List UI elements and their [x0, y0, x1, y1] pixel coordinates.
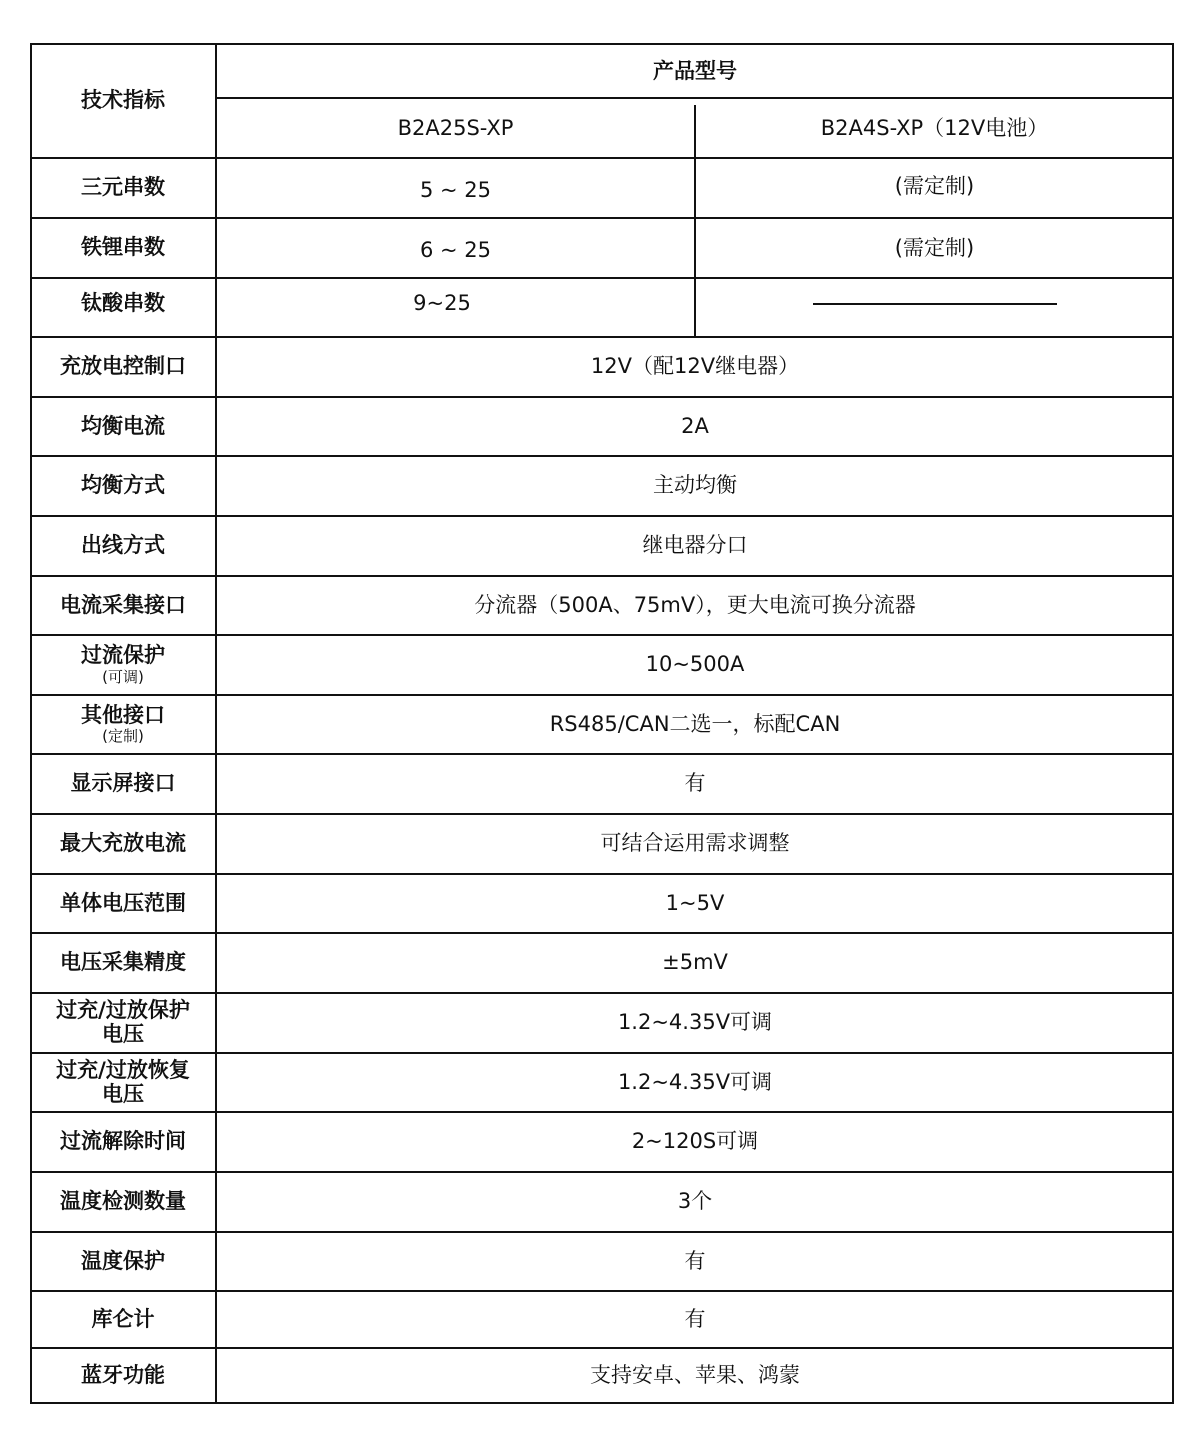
row-divider: [30, 813, 1174, 815]
row-value: 有: [684, 1306, 706, 1331]
row-label: 出线方式: [81, 533, 165, 558]
row-value-cell: [216, 576, 1174, 635]
row-divider: [30, 992, 1174, 994]
row-label-cell: [30, 1112, 216, 1172]
row-divider: [30, 217, 1174, 219]
row-value-cell: [216, 1053, 1174, 1112]
row-value: 支持安卓、苹果、鸿蒙: [590, 1362, 800, 1387]
row-label-cell: [30, 1172, 216, 1232]
row-label-cell: [30, 814, 216, 874]
row-divider: [30, 277, 1174, 279]
row-label-cell: [30, 1348, 216, 1403]
header-group-title: [216, 45, 1174, 99]
row-value: 有: [684, 771, 706, 796]
row-value-cell: [216, 516, 1174, 576]
row-value-cell: [216, 1232, 1174, 1291]
row-value: 有: [684, 1248, 706, 1273]
split-row-label: [30, 277, 216, 331]
row-value-cell: [216, 337, 1174, 397]
split-row-label: [30, 218, 216, 278]
row-divider: [30, 1231, 1174, 1233]
row-label: 温度保护: [81, 1248, 165, 1273]
row-label-cell: [30, 754, 216, 814]
row-label-cell: [30, 933, 216, 993]
row-divider: [30, 575, 1174, 577]
row-divider: [30, 336, 1174, 338]
row-divider: [30, 634, 1174, 636]
value-a: 5 ~ 25: [419, 178, 492, 203]
row-value: 1~5V: [665, 890, 725, 915]
row-value-cell: [216, 695, 1174, 754]
row-value-cell: [216, 874, 1174, 933]
row-value: 继电器分口: [642, 533, 748, 558]
value-b: (需定制): [894, 174, 975, 199]
spec-table: [30, 43, 1174, 1404]
row-label-cell: [30, 456, 216, 516]
value-a: 6 ~ 25: [419, 238, 492, 263]
row-divider: [30, 1171, 1174, 1173]
row-value: 分流器（500A、75mV），更大电流可换分流器: [474, 592, 916, 617]
model-a-cell: [216, 99, 695, 159]
model-b-cell: [695, 99, 1174, 159]
value-a: 9~25: [413, 291, 471, 316]
row-value: 10~500A: [645, 652, 745, 677]
row-divider: [30, 455, 1174, 457]
row-value-cell: [216, 754, 1174, 814]
row-value: 2~120S可调: [631, 1129, 759, 1154]
split-row-value-a: [216, 161, 695, 221]
row-label: 显示屏接口: [70, 771, 176, 796]
row-divider: [30, 515, 1174, 517]
row-divider: [30, 753, 1174, 755]
row-value: ±5mV: [662, 950, 728, 975]
row-label: 过流保护: [81, 643, 165, 668]
row-label: 均衡电流: [81, 413, 165, 438]
header-label: 技术指标: [81, 87, 165, 112]
row-divider: [30, 1290, 1174, 1292]
row-value-cell: [216, 456, 1174, 516]
row-value-cell: [216, 1348, 1174, 1403]
empty-dash: [813, 303, 1057, 305]
row-label-cell: [30, 993, 216, 1053]
row-value: 2A: [681, 413, 709, 438]
row-label-cell: [30, 695, 216, 754]
row-value-cell: [216, 1112, 1174, 1172]
row-label: 蓝牙功能: [81, 1362, 165, 1387]
row-label: 铁锂串数: [81, 235, 165, 260]
product-model-title: 产品型号: [653, 59, 737, 84]
split-row-label: [30, 158, 216, 218]
row-divider: [30, 873, 1174, 875]
row-label-note: (可调): [102, 667, 144, 686]
row-label-cell: [30, 337, 216, 397]
row-value: 3个: [677, 1189, 713, 1214]
row-divider: [30, 932, 1174, 934]
row-label: 均衡方式: [81, 473, 165, 498]
row-label: 过充/过放保护: [56, 998, 190, 1023]
row-label-cell: [30, 1053, 216, 1112]
row-value: 12V（配12V继电器）: [590, 354, 800, 379]
split-row-value-b: [695, 158, 1174, 216]
model-b-name: B2A4S-XP（12V电池）: [820, 116, 1049, 141]
row-value: RS485/CAN二选一，标配CAN: [549, 711, 841, 736]
row-value-cell: [216, 635, 1174, 695]
row-label: 过流解除时间: [60, 1129, 186, 1154]
row-label: 钛酸串数: [81, 291, 165, 316]
row-label: 电流采集接口: [60, 592, 186, 617]
row-label: 充放电控制口: [60, 354, 186, 379]
row-divider: [30, 1111, 1174, 1113]
row-value-cell: [216, 933, 1174, 993]
row-label: 电压采集精度: [60, 950, 186, 975]
row-value-cell: [216, 1291, 1174, 1348]
row-value: 1.2~4.35V可调: [617, 1069, 773, 1094]
row-divider: [30, 1347, 1174, 1349]
row-label: 温度检测数量: [60, 1189, 186, 1214]
row-label: 最大充放电流: [60, 831, 186, 856]
row-value: 可结合运用需求调整: [600, 831, 790, 856]
split-row-value-b: [695, 219, 1174, 279]
model-a-name: B2A25S-XP: [397, 116, 514, 141]
row-divider: [30, 396, 1174, 398]
row-divider: [30, 694, 1174, 696]
row-label: 单体电压范围: [60, 890, 186, 915]
row-label-cell: [30, 516, 216, 576]
row-label-cell: [30, 1291, 216, 1348]
value-b: (需定制): [894, 236, 975, 261]
row-value-cell: [216, 814, 1174, 874]
split-row-value-b: [695, 277, 1174, 331]
row-label-cell: [30, 635, 216, 695]
row-label-line2: 电压: [102, 1022, 144, 1046]
row-label-cell: [30, 874, 216, 933]
split-row-value-a: [216, 277, 668, 331]
row-divider: [30, 157, 1174, 159]
row-value-cell: [216, 993, 1174, 1053]
split-row-value-a: [216, 221, 695, 281]
row-label: 库仑计: [91, 1306, 155, 1331]
row-label-note: (定制): [102, 727, 144, 746]
row-label: 其他接口: [81, 702, 165, 727]
row-label-line2: 电压: [102, 1081, 144, 1106]
row-value-cell: [216, 1172, 1174, 1232]
row-label-cell: [30, 397, 216, 456]
row-divider: [30, 1052, 1174, 1054]
row-value: 主动均衡: [653, 473, 737, 498]
row-label-cell: [30, 576, 216, 635]
row-label: 三元串数: [81, 175, 165, 200]
row-label-cell: [30, 1232, 216, 1291]
row-value: 1.2~4.35V可调: [617, 1010, 773, 1035]
header-label-cell: [30, 43, 216, 158]
row-label: 过充/过放恢复: [56, 1057, 190, 1082]
row-value-cell: [216, 397, 1174, 456]
